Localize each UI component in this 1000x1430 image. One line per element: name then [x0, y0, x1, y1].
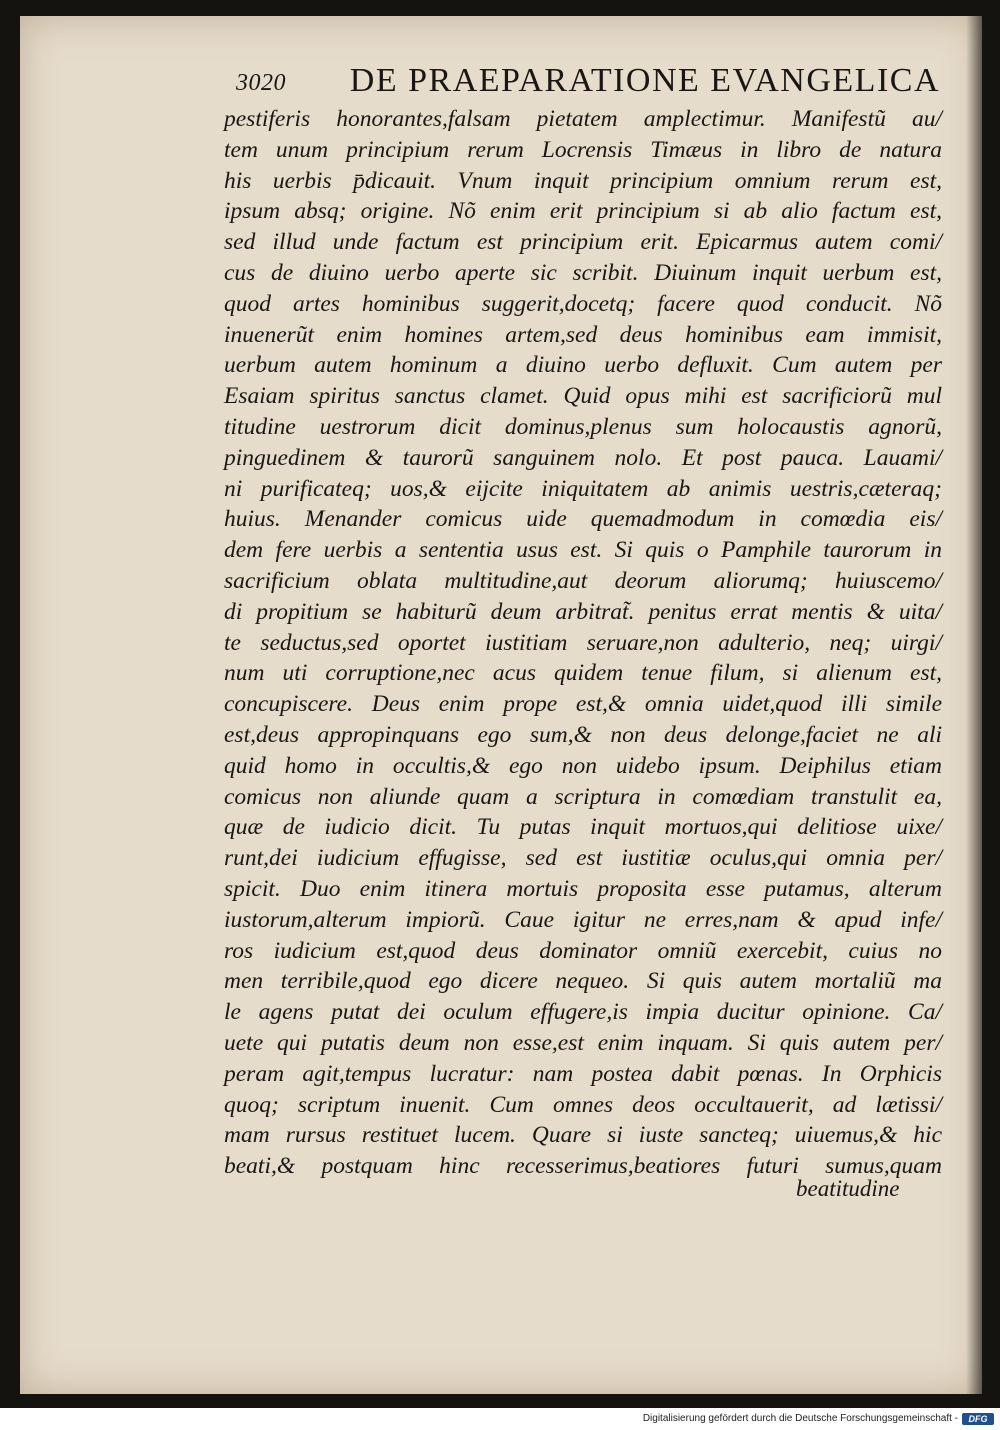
text-line: quid homo in occultis,& ego non uidebo ipsum. Deiphilus etiam [224, 752, 942, 779]
body-text [224, 104, 942, 1182]
text-line: titudine uestrorum dicit dominus,plenus sum holocaustis agnorũ, [224, 413, 942, 440]
text-line: te seductus,sed oportet iustitiam seruare,non adulterio, neq; uirgi/ [224, 629, 942, 656]
funding-notice: Digitalisierung gefördert durch die Deutsche Forschungsgemeinschaft - [642, 1413, 958, 1424]
catchword: beatitudine [796, 1176, 900, 1201]
text-line: uerbum autem hominum a diuino uerbo defluxit. Cum autem per [224, 352, 942, 379]
text-line: inuenerũt enim homines artem,sed deus hominibus eam immisit, [224, 321, 942, 348]
page-header [236, 62, 946, 106]
digitization-footer [0, 1410, 1000, 1430]
text-line: dem fere uerbis a sententia usus est. Si quis o Pamphile taurorum in [224, 537, 942, 564]
text-line: tem unum principium rerum Locrensis Timæus in libro de natura [224, 136, 942, 163]
text-line: spicit. Duo enim itinera mortuis proposita esse putamus, alterum [224, 875, 942, 902]
text-line: peram agit,tempus lucratur: nam postea dabit pœnas. In Orphicis [224, 1060, 942, 1087]
text-line: di propitium se habiturũ deum arbitrat̃. penitus errat mentis & uita/ [224, 598, 942, 625]
text-line: cus de diuino uerbo aperte sic scribit. Diuinum inquit uerbum est, [224, 259, 942, 286]
text-line: le agens putat dei oculum effugere,is impia ducitur opinione. Ca/ [224, 999, 942, 1026]
text-line: est,deus appropinquans ego sum,& non deus delonge,faciet ne ali [224, 721, 942, 748]
text-line: beati,& postquam hinc recesserimus,beatiores futuri sumus,quam [224, 1153, 942, 1180]
text-line: quod artes hominibus suggerit,docetq; facere quod conducit. Nõ [224, 290, 942, 317]
text-line: quæ de iudicio dicit. Tu putas inquit mortuos,qui delitiose uixe/ [224, 814, 942, 841]
text-line: runt,dei iudicium effugisse, sed est iustitiæ oculus,qui omnia per/ [224, 845, 942, 872]
dfg-logo: DFG [962, 1413, 994, 1425]
text-line: his uerbis p̄dicauit. Vnum inquit principium omnium rerum est, [224, 167, 942, 194]
text-line: sacrificium oblata multitudine,aut deorum aliorumq; huiuscemo/ [224, 567, 942, 594]
text-line: iustorum,alterum impiorũ. Caue igitur ne erres,nam & apud infe/ [224, 906, 942, 933]
text-line: quoq; scriptum inuenit. Cum omnes deos occultauerit, ad lætissi/ [224, 1091, 942, 1118]
text-line: ni purificateq; uos,& eijcite iniquitatem ab animis uestris,cæteraq; [224, 475, 942, 502]
text-line: ros iudicium est,quod deus dominator omniũ exercebit, cuius no [224, 937, 942, 964]
text-line: num uti corruptione,nec acus quidem tenue filum, si alienum est, [224, 660, 942, 687]
text-line: ipsum absq; origine. Nõ enim erit principium si ab alio factum est, [224, 198, 942, 225]
text-line: comicus non aliunde quam a scriptura in comœdiam transtulit ea, [224, 783, 942, 810]
text-line: sed illud unde factum est principium erit. Epicarmus autem comi/ [224, 229, 942, 256]
text-line: concupiscere. Deus enim prope est,& omnia uidet,quod illi simile [224, 691, 942, 718]
running-title: DE PRAEPARATIONE EVANGELICA [349, 62, 940, 99]
page-number: 3020 [236, 70, 286, 96]
text-line: pestiferis honorantes,falsam pietatem amplectimur. Manifestũ au/ [224, 106, 942, 132]
text-line: huius. Menander comicus uide quemadmodum in comœdia eis/ [224, 506, 942, 533]
text-line: Esaiam spiritus sanctus clamet. Quid opus mihi est sacrificiorũ mul [224, 383, 942, 410]
text-line: mam rursus restituet lucem. Quare si iuste sancteq; uiuemus,& hic [224, 1122, 942, 1149]
text-line: pinguedinem & taurorũ sanguinem nolo. Et post pauca. Lauami/ [224, 444, 942, 471]
text-line: uete qui putatis deum non esse,est enim inquam. Si quis autem per/ [224, 1029, 942, 1056]
text-line: men terribile,quod ego dicere nequeo. Si quis autem mortaliũ ma [224, 968, 942, 995]
